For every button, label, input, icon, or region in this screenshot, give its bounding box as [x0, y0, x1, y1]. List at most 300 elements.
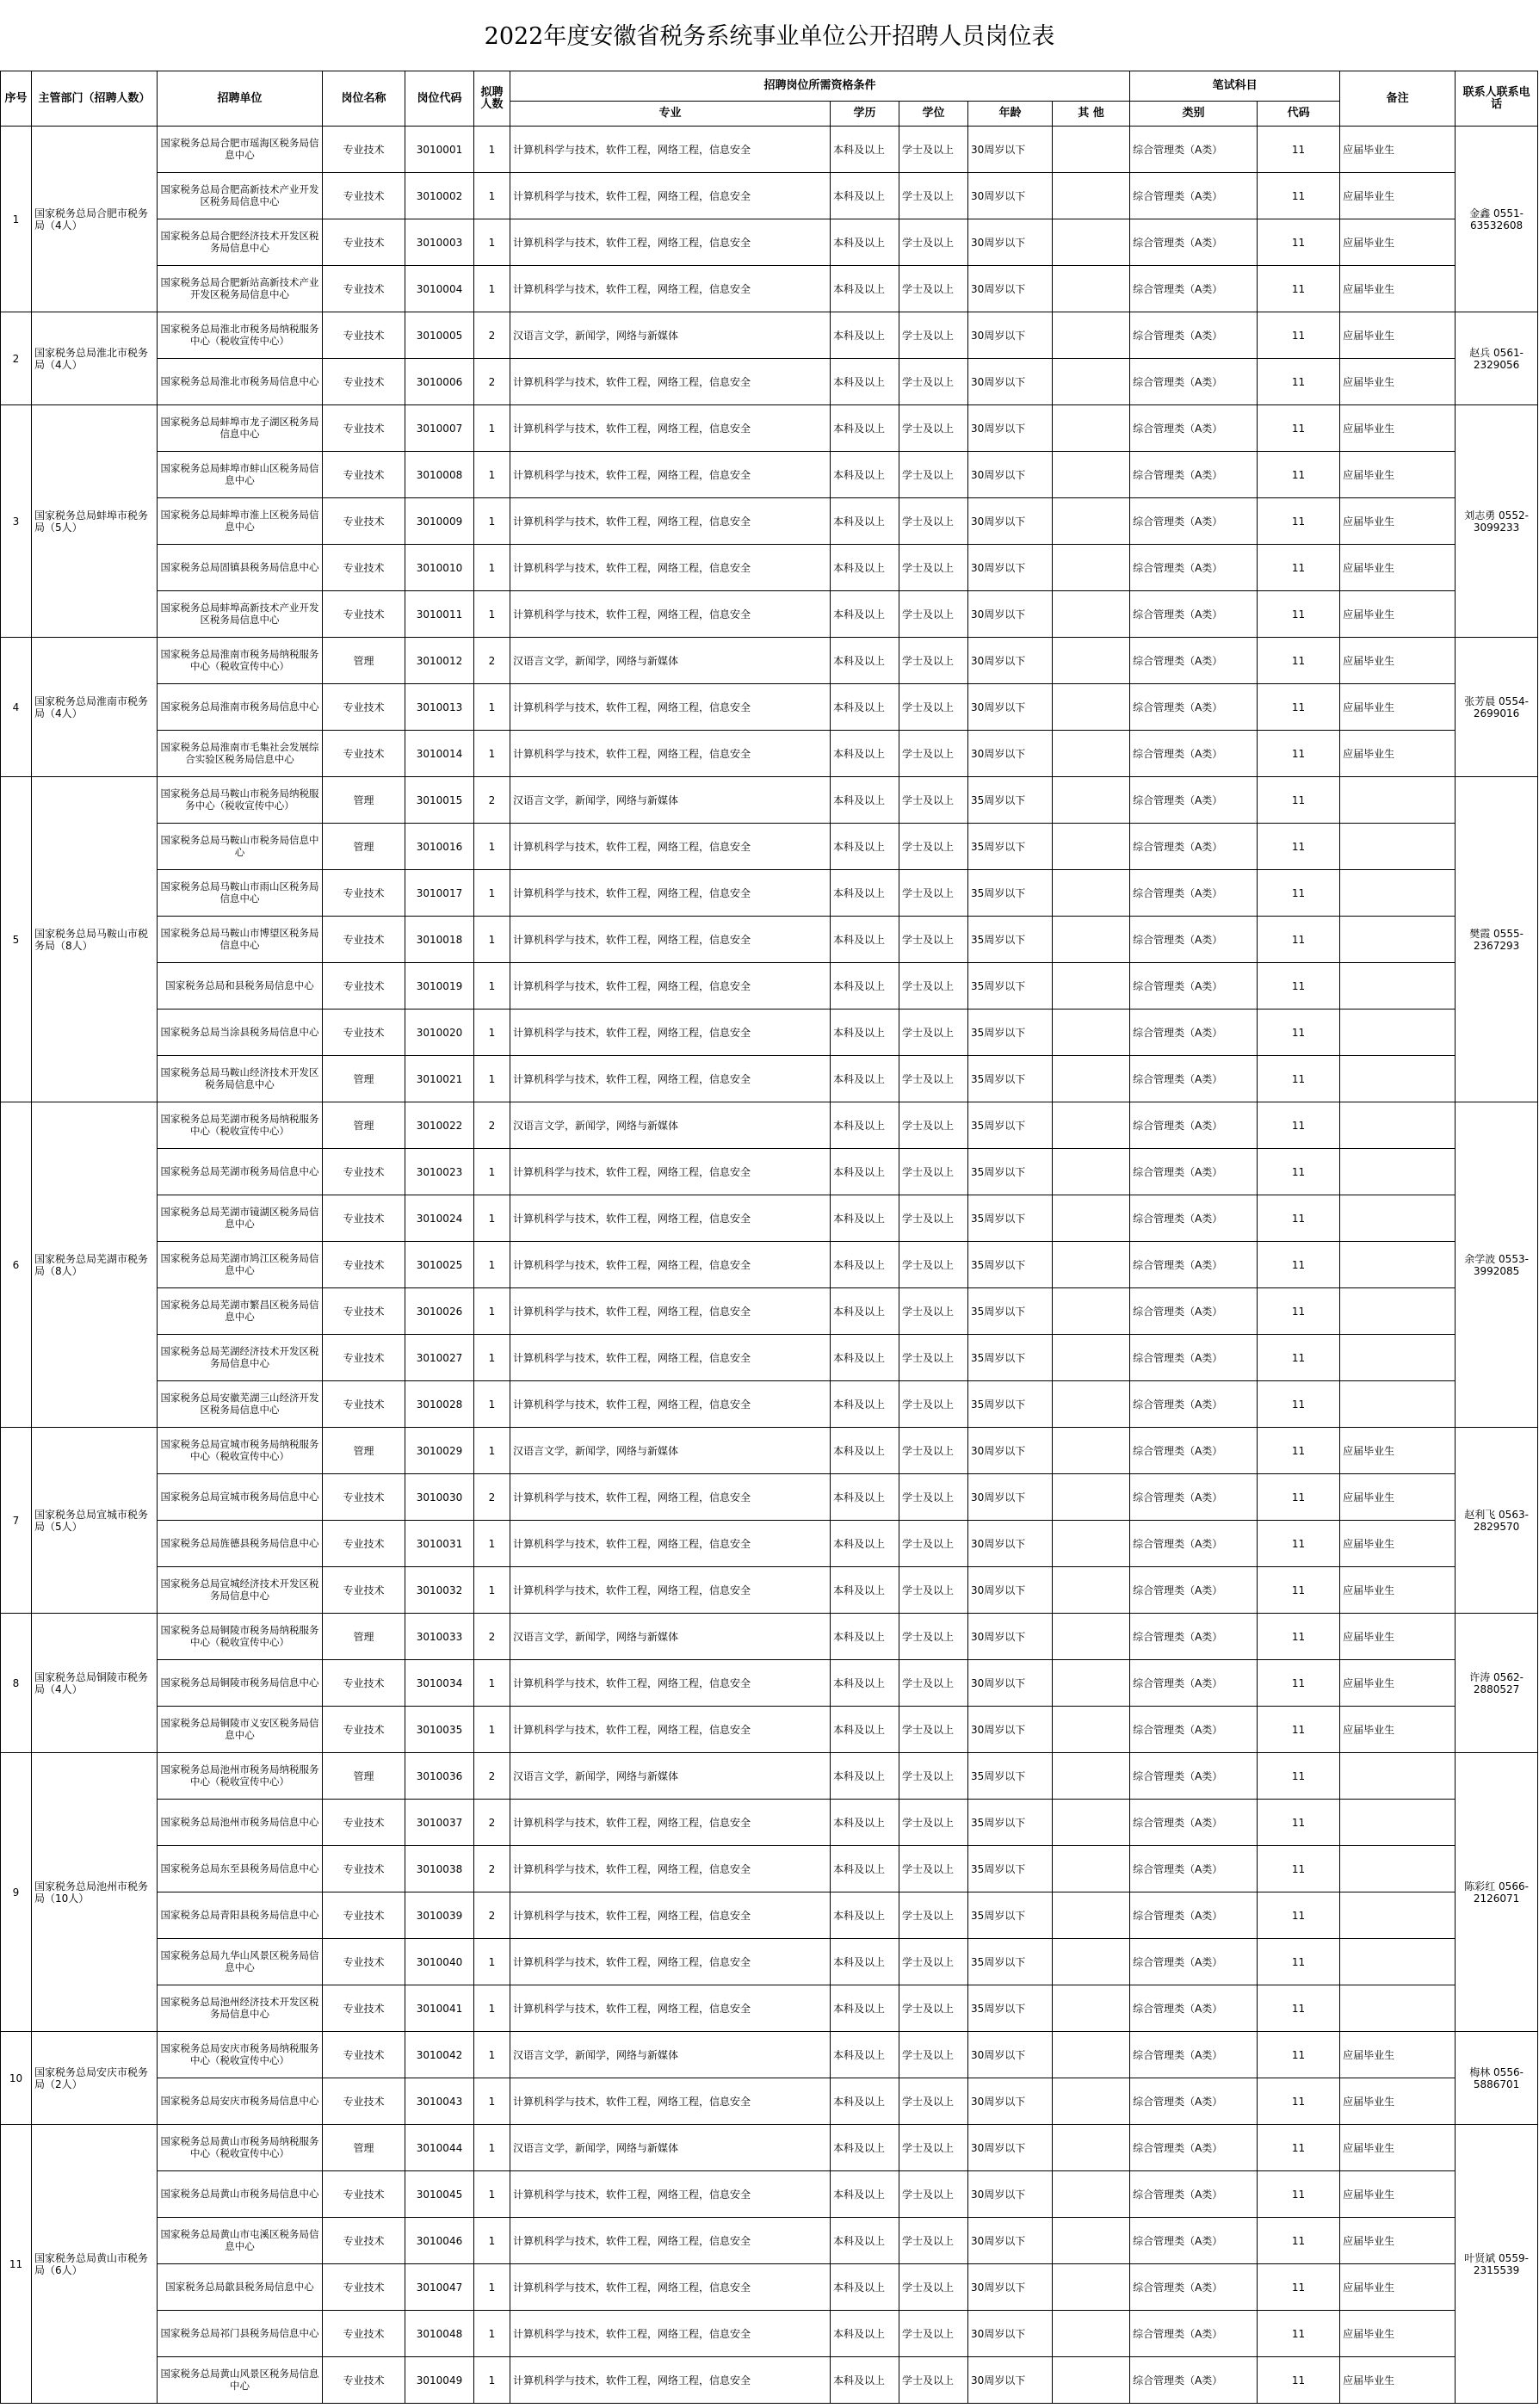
exam-type-cell: 综合管理类（A类）	[1130, 359, 1258, 405]
exam-type-cell: 综合管理类（A类）	[1130, 219, 1258, 266]
contact-cell: 金鑫 0551-63532608	[1456, 127, 1538, 312]
other-cell	[1053, 173, 1130, 219]
post-name-cell: 专业技术	[323, 405, 405, 452]
major-cell: 计算机科学与技术，软件工程，网络工程，信息安全	[510, 1056, 831, 1102]
post-name-cell: 专业技术	[323, 1474, 405, 1521]
post-code-cell: 3010012	[405, 638, 474, 684]
exam-type-cell: 综合管理类（A类）	[1130, 173, 1258, 219]
degree-cell: 学士及以上	[899, 452, 968, 498]
major-cell: 计算机科学与技术，软件工程，网络工程，信息安全	[510, 1195, 831, 1242]
exam-code-cell: 11	[1258, 498, 1340, 545]
exam-type-cell: 综合管理类（A类）	[1130, 963, 1258, 1010]
table-row	[1, 2171, 1538, 2218]
count-cell: 1	[474, 917, 510, 963]
exam-code-cell: 11	[1258, 777, 1340, 824]
other-cell	[1053, 917, 1130, 963]
exam-code-cell: 11	[1258, 1056, 1340, 1102]
count-cell: 1	[474, 1707, 510, 1753]
table-row	[1, 2032, 1538, 2078]
post-code-cell: 3010001	[405, 127, 474, 173]
remark-cell: 应届毕业生	[1340, 405, 1456, 452]
header-age: 年龄	[968, 102, 1053, 127]
exam-code-cell: 11	[1258, 2078, 1340, 2125]
age-cell: 35周岁以下	[968, 1149, 1053, 1195]
degree-cell: 学士及以上	[899, 591, 968, 638]
seq-cell: 4	[1, 638, 32, 777]
contact-cell: 余学波 0553-3992085	[1456, 1102, 1538, 1428]
education-cell: 本科及以上	[831, 1010, 899, 1056]
age-cell: 35周岁以下	[968, 1939, 1053, 1985]
exam-type-cell: 综合管理类（A类）	[1130, 1985, 1258, 2032]
remark-cell	[1340, 1939, 1456, 1985]
exam-code-cell: 11	[1258, 1474, 1340, 1521]
major-cell: 计算机科学与技术，软件工程，网络工程，信息安全	[510, 266, 831, 312]
age-cell: 30周岁以下	[968, 638, 1053, 684]
post-code-cell: 3010035	[405, 1707, 474, 1753]
major-cell: 计算机科学与技术，软件工程，网络工程，信息安全	[510, 2357, 831, 2404]
major-cell: 计算机科学与技术，软件工程，网络工程，信息安全	[510, 1800, 831, 1846]
age-cell: 35周岁以下	[968, 1985, 1053, 2032]
count-cell: 1	[474, 1242, 510, 1288]
exam-code-cell: 11	[1258, 127, 1340, 173]
unit-cell: 国家税务总局和县税务局信息中心	[158, 963, 323, 1010]
exam-type-cell: 综合管理类（A类）	[1130, 2218, 1258, 2264]
unit-cell: 国家税务总局合肥市瑶海区税务局信息中心	[158, 127, 323, 173]
education-cell: 本科及以上	[831, 1288, 899, 1335]
education-cell: 本科及以上	[831, 1567, 899, 1614]
post-name-cell: 专业技术	[323, 1985, 405, 2032]
post-code-cell: 3010048	[405, 2311, 474, 2357]
other-cell	[1053, 824, 1130, 870]
post-code-cell: 3010032	[405, 1567, 474, 1614]
other-cell	[1053, 2125, 1130, 2171]
other-cell	[1053, 1939, 1130, 1985]
contact-cell: 樊霞 0555-2367293	[1456, 777, 1538, 1102]
post-name-cell: 专业技术	[323, 2311, 405, 2357]
remark-cell	[1340, 1846, 1456, 1892]
dept-cell: 国家税务总局黄山市税务局（6人）	[32, 2125, 158, 2404]
table-row	[1, 2311, 1538, 2357]
post-code-cell: 3010031	[405, 1521, 474, 1567]
age-cell: 30周岁以下	[968, 127, 1053, 173]
exam-type-cell: 综合管理类（A类）	[1130, 498, 1258, 545]
post-code-cell: 3010021	[405, 1056, 474, 1102]
degree-cell: 学士及以上	[899, 545, 968, 591]
table-row	[1, 2264, 1538, 2311]
other-cell	[1053, 1614, 1130, 1660]
age-cell: 30周岁以下	[968, 591, 1053, 638]
post-name-cell: 管理	[323, 1056, 405, 1102]
education-cell: 本科及以上	[831, 127, 899, 173]
other-cell	[1053, 638, 1130, 684]
unit-cell: 国家税务总局当涂县税务局信息中心	[158, 1010, 323, 1056]
exam-type-cell: 综合管理类（A类）	[1130, 917, 1258, 963]
table-row	[1, 1614, 1538, 1660]
major-cell: 汉语言文学，新闻学，网络与新媒体	[510, 638, 831, 684]
degree-cell: 学士及以上	[899, 1939, 968, 1985]
exam-code-cell: 11	[1258, 1428, 1340, 1474]
education-cell: 本科及以上	[831, 2032, 899, 2078]
major-cell: 计算机科学与技术，软件工程，网络工程，信息安全	[510, 1335, 831, 1381]
education-cell: 本科及以上	[831, 1660, 899, 1707]
count-cell: 2	[474, 1800, 510, 1846]
remark-cell: 应届毕业生	[1340, 731, 1456, 777]
exam-code-cell: 11	[1258, 1102, 1340, 1149]
exam-type-cell: 综合管理类（A类）	[1130, 312, 1258, 359]
unit-cell: 国家税务总局固镇县税务局信息中心	[158, 545, 323, 591]
table-row	[1, 1335, 1538, 1381]
table-row	[1, 1288, 1538, 1335]
unit-cell: 国家税务总局淮北市税务局纳税服务中心（税收宣传中心）	[158, 312, 323, 359]
age-cell: 30周岁以下	[968, 2311, 1053, 2357]
major-cell: 计算机科学与技术，软件工程，网络工程，信息安全	[510, 219, 831, 266]
degree-cell: 学士及以上	[899, 1800, 968, 1846]
age-cell: 30周岁以下	[968, 684, 1053, 731]
unit-cell: 国家税务总局池州市税务局纳税服务中心（税收宣传中心）	[158, 1753, 323, 1800]
unit-cell: 国家税务总局安庆市税务局纳税服务中心（税收宣传中心）	[158, 2032, 323, 2078]
major-cell: 计算机科学与技术，软件工程，网络工程，信息安全	[510, 1474, 831, 1521]
count-cell: 2	[474, 312, 510, 359]
degree-cell: 学士及以上	[899, 1660, 968, 1707]
exam-type-cell: 综合管理类（A类）	[1130, 684, 1258, 731]
post-code-cell: 3010002	[405, 173, 474, 219]
post-code-cell: 3010003	[405, 219, 474, 266]
remark-cell: 应届毕业生	[1340, 498, 1456, 545]
exam-code-cell: 11	[1258, 963, 1340, 1010]
exam-type-cell: 综合管理类（A类）	[1130, 777, 1258, 824]
remark-cell: 应届毕业生	[1340, 127, 1456, 173]
education-cell: 本科及以上	[831, 266, 899, 312]
age-cell: 30周岁以下	[968, 405, 1053, 452]
other-cell	[1053, 1102, 1130, 1149]
remark-cell	[1340, 1288, 1456, 1335]
exam-type-cell: 综合管理类（A类）	[1130, 1846, 1258, 1892]
post-name-cell: 管理	[323, 1102, 405, 1149]
unit-cell: 国家税务总局宣城经济技术开发区税务局信息中心	[158, 1567, 323, 1614]
exam-code-cell: 11	[1258, 1010, 1340, 1056]
other-cell	[1053, 1474, 1130, 1521]
major-cell: 汉语言文学，新闻学，网络与新媒体	[510, 2125, 831, 2171]
other-cell	[1053, 1149, 1130, 1195]
other-cell	[1053, 1242, 1130, 1288]
remark-cell	[1340, 1753, 1456, 1800]
header-degree: 学位	[899, 102, 968, 127]
major-cell: 计算机科学与技术，软件工程，网络工程，信息安全	[510, 1521, 831, 1567]
age-cell: 30周岁以下	[968, 1567, 1053, 1614]
post-name-cell: 专业技术	[323, 2032, 405, 2078]
other-cell	[1053, 1010, 1130, 1056]
major-cell: 计算机科学与技术，软件工程，网络工程，信息安全	[510, 963, 831, 1010]
exam-code-cell: 11	[1258, 2264, 1340, 2311]
remark-cell	[1340, 917, 1456, 963]
unit-cell: 国家税务总局安庆市税务局信息中心	[158, 2078, 323, 2125]
remark-cell	[1340, 1242, 1456, 1288]
exam-code-cell: 11	[1258, 1521, 1340, 1567]
post-code-cell: 3010029	[405, 1428, 474, 1474]
seq-cell: 5	[1, 777, 32, 1102]
unit-cell: 国家税务总局淮南市税务局纳税服务中心（税收宣传中心）	[158, 638, 323, 684]
age-cell: 35周岁以下	[968, 1335, 1053, 1381]
unit-cell: 国家税务总局芜湖市税务局纳税服务中心（税收宣传中心）	[158, 1102, 323, 1149]
post-name-cell: 专业技术	[323, 1660, 405, 1707]
exam-code-cell: 11	[1258, 870, 1340, 917]
education-cell: 本科及以上	[831, 1846, 899, 1892]
exam-code-cell: 11	[1258, 312, 1340, 359]
remark-cell	[1340, 1102, 1456, 1149]
major-cell: 计算机科学与技术，软件工程，网络工程，信息安全	[510, 1985, 831, 2032]
age-cell: 30周岁以下	[968, 266, 1053, 312]
table-row	[1, 1381, 1538, 1428]
other-cell	[1053, 1381, 1130, 1428]
post-name-cell: 专业技术	[323, 1335, 405, 1381]
post-code-cell: 3010033	[405, 1614, 474, 1660]
unit-cell: 国家税务总局池州市税务局信息中心	[158, 1800, 323, 1846]
exam-type-cell: 综合管理类（A类）	[1130, 870, 1258, 917]
post-code-cell: 3010018	[405, 917, 474, 963]
age-cell: 30周岁以下	[968, 731, 1053, 777]
education-cell: 本科及以上	[831, 2218, 899, 2264]
exam-type-cell: 综合管理类（A类）	[1130, 1102, 1258, 1149]
age-cell: 30周岁以下	[968, 1660, 1053, 1707]
age-cell: 30周岁以下	[968, 1521, 1053, 1567]
table-row	[1, 266, 1538, 312]
education-cell: 本科及以上	[831, 1753, 899, 1800]
contact-cell: 刘志勇 0552-3099233	[1456, 405, 1538, 638]
exam-type-cell: 综合管理类（A类）	[1130, 2357, 1258, 2404]
major-cell: 计算机科学与技术，软件工程，网络工程，信息安全	[510, 1010, 831, 1056]
major-cell: 汉语言文学，新闻学，网络与新媒体	[510, 1428, 831, 1474]
degree-cell: 学士及以上	[899, 127, 968, 173]
exam-type-cell: 综合管理类（A类）	[1130, 1335, 1258, 1381]
unit-cell: 国家税务总局芜湖市鸠江区税务局信息中心	[158, 1242, 323, 1288]
education-cell: 本科及以上	[831, 1707, 899, 1753]
table-row	[1, 638, 1538, 684]
table-row	[1, 405, 1538, 452]
other-cell	[1053, 2311, 1130, 2357]
table-row	[1, 359, 1538, 405]
header-post-name: 岗位名称	[323, 71, 405, 127]
seq-cell: 9	[1, 1753, 32, 2032]
age-cell: 35周岁以下	[968, 1056, 1053, 1102]
post-name-cell: 专业技术	[323, 917, 405, 963]
exam-type-cell: 综合管理类（A类）	[1130, 591, 1258, 638]
age-cell: 35周岁以下	[968, 917, 1053, 963]
exam-code-cell: 11	[1258, 591, 1340, 638]
exam-code-cell: 11	[1258, 1846, 1340, 1892]
post-code-cell: 3010019	[405, 963, 474, 1010]
unit-cell: 国家税务总局淮南市税务局信息中心	[158, 684, 323, 731]
exam-type-cell: 综合管理类（A类）	[1130, 1381, 1258, 1428]
exam-type-cell: 综合管理类（A类）	[1130, 731, 1258, 777]
other-cell	[1053, 1707, 1130, 1753]
degree-cell: 学士及以上	[899, 2264, 968, 2311]
post-code-cell: 3010005	[405, 312, 474, 359]
count-cell: 1	[474, 452, 510, 498]
unit-cell: 国家税务总局蚌埠市蚌山区税务局信息中心	[158, 452, 323, 498]
post-name-cell: 专业技术	[323, 1707, 405, 1753]
post-code-cell: 3010023	[405, 1149, 474, 1195]
degree-cell: 学士及以上	[899, 2357, 968, 2404]
table-row	[1, 731, 1538, 777]
age-cell: 35周岁以下	[968, 824, 1053, 870]
post-name-cell: 专业技术	[323, 1567, 405, 1614]
table-row	[1, 1800, 1538, 1846]
post-name-cell: 专业技术	[323, 870, 405, 917]
remark-cell: 应届毕业生	[1340, 359, 1456, 405]
education-cell: 本科及以上	[831, 731, 899, 777]
age-cell: 35周岁以下	[968, 963, 1053, 1010]
count-cell: 1	[474, 1195, 510, 1242]
age-cell: 30周岁以下	[968, 173, 1053, 219]
exam-type-cell: 综合管理类（A类）	[1130, 1149, 1258, 1195]
other-cell	[1053, 2078, 1130, 2125]
post-name-cell: 专业技术	[323, 219, 405, 266]
remark-cell	[1340, 870, 1456, 917]
exam-code-cell: 11	[1258, 266, 1340, 312]
exam-type-cell: 综合管理类（A类）	[1130, 1474, 1258, 1521]
remark-cell: 应届毕业生	[1340, 2311, 1456, 2357]
exam-code-cell: 11	[1258, 1614, 1340, 1660]
header-dept: 主管部门（招聘人数）	[32, 71, 158, 127]
post-code-cell: 3010028	[405, 1381, 474, 1428]
exam-type-cell: 综合管理类（A类）	[1130, 2032, 1258, 2078]
exam-code-cell: 11	[1258, 1985, 1340, 2032]
degree-cell: 学士及以上	[899, 824, 968, 870]
exam-code-cell: 11	[1258, 1660, 1340, 1707]
table-row	[1, 173, 1538, 219]
unit-cell: 国家税务总局东至县税务局信息中心	[158, 1846, 323, 1892]
major-cell: 计算机科学与技术，软件工程，网络工程，信息安全	[510, 1660, 831, 1707]
age-cell: 30周岁以下	[968, 219, 1053, 266]
degree-cell: 学士及以上	[899, 917, 968, 963]
other-cell	[1053, 731, 1130, 777]
contact-cell: 陈彩红 0566-2126071	[1456, 1753, 1538, 2032]
unit-cell: 国家税务总局铜陵市税务局信息中心	[158, 1660, 323, 1707]
post-name-cell: 专业技术	[323, 127, 405, 173]
degree-cell: 学士及以上	[899, 684, 968, 731]
education-cell: 本科及以上	[831, 2078, 899, 2125]
count-cell: 1	[474, 1660, 510, 1707]
post-name-cell: 专业技术	[323, 2357, 405, 2404]
page-title: 2022年度安徽省税务系统事业单位公开招聘人员岗位表	[484, 23, 1055, 50]
table-row	[1, 2357, 1538, 2404]
age-cell: 35周岁以下	[968, 1800, 1053, 1846]
post-name-cell: 专业技术	[323, 1846, 405, 1892]
education-cell: 本科及以上	[831, 1428, 899, 1474]
exam-type-cell: 综合管理类（A类）	[1130, 2311, 1258, 2357]
seq-cell: 2	[1, 312, 32, 405]
education-cell: 本科及以上	[831, 963, 899, 1010]
major-cell: 计算机科学与技术，软件工程，网络工程，信息安全	[510, 1707, 831, 1753]
count-cell: 2	[474, 638, 510, 684]
education-cell: 本科及以上	[831, 824, 899, 870]
post-code-cell: 3010044	[405, 2125, 474, 2171]
table-row	[1, 917, 1538, 963]
count-cell: 1	[474, 1939, 510, 1985]
degree-cell: 学士及以上	[899, 2218, 968, 2264]
unit-cell: 国家税务总局九华山风景区税务局信息中心	[158, 1939, 323, 1985]
count-cell: 2	[474, 1892, 510, 1939]
major-cell: 计算机科学与技术，软件工程，网络工程，信息安全	[510, 1892, 831, 1939]
age-cell: 30周岁以下	[968, 2078, 1053, 2125]
remark-cell: 应届毕业生	[1340, 2125, 1456, 2171]
remark-cell: 应届毕业生	[1340, 1707, 1456, 1753]
dept-cell: 国家税务总局淮南市税务局（4人）	[32, 638, 158, 777]
dept-cell: 国家税务总局池州市税务局（10人）	[32, 1753, 158, 2032]
degree-cell: 学士及以上	[899, 1567, 968, 1614]
remark-cell: 应届毕业生	[1340, 2218, 1456, 2264]
header-exam-type: 类别	[1130, 102, 1258, 127]
post-name-cell: 专业技术	[323, 2218, 405, 2264]
count-cell: 1	[474, 2218, 510, 2264]
exam-code-cell: 11	[1258, 2171, 1340, 2218]
post-code-cell: 3010026	[405, 1288, 474, 1335]
post-name-cell: 专业技术	[323, 452, 405, 498]
degree-cell: 学士及以上	[899, 1056, 968, 1102]
remark-cell: 应届毕业生	[1340, 219, 1456, 266]
education-cell: 本科及以上	[831, 1521, 899, 1567]
education-cell: 本科及以上	[831, 405, 899, 452]
remark-cell	[1340, 1010, 1456, 1056]
post-name-cell: 专业技术	[323, 2264, 405, 2311]
degree-cell: 学士及以上	[899, 405, 968, 452]
major-cell: 计算机科学与技术，软件工程，网络工程，信息安全	[510, 2264, 831, 2311]
count-cell: 1	[474, 963, 510, 1010]
exam-code-cell: 11	[1258, 2357, 1340, 2404]
unit-cell: 国家税务总局马鞍山市税务局信息中心	[158, 824, 323, 870]
exam-type-cell: 综合管理类（A类）	[1130, 266, 1258, 312]
exam-type-cell: 综合管理类（A类）	[1130, 1242, 1258, 1288]
post-name-cell: 管理	[323, 638, 405, 684]
post-name-cell: 专业技术	[323, 1892, 405, 1939]
dept-cell: 国家税务总局芜湖市税务局（8人）	[32, 1102, 158, 1428]
table-row	[1, 2218, 1538, 2264]
major-cell: 计算机科学与技术，软件工程，网络工程，信息安全	[510, 545, 831, 591]
header-major: 专业	[510, 102, 831, 127]
remark-cell: 应届毕业生	[1340, 1567, 1456, 1614]
major-cell: 计算机科学与技术，软件工程，网络工程，信息安全	[510, 2311, 831, 2357]
contact-cell: 许涛 0562-2880527	[1456, 1614, 1538, 1753]
education-cell: 本科及以上	[831, 1614, 899, 1660]
post-code-cell: 3010017	[405, 870, 474, 917]
degree-cell: 学士及以上	[899, 1288, 968, 1335]
count-cell: 1	[474, 2078, 510, 2125]
dept-cell: 国家税务总局蚌埠市税务局（5人）	[32, 405, 158, 638]
post-code-cell: 3010015	[405, 777, 474, 824]
other-cell	[1053, 1288, 1130, 1335]
education-cell: 本科及以上	[831, 1892, 899, 1939]
header-count: 拟聘人数	[474, 71, 510, 127]
exam-code-cell: 11	[1258, 1800, 1340, 1846]
dept-cell: 国家税务总局铜陵市税务局（4人）	[32, 1614, 158, 1753]
major-cell: 计算机科学与技术，软件工程，网络工程，信息安全	[510, 1381, 831, 1428]
age-cell: 35周岁以下	[968, 1288, 1053, 1335]
unit-cell: 国家税务总局黄山市税务局信息中心	[158, 2171, 323, 2218]
exam-code-cell: 11	[1258, 359, 1340, 405]
post-name-cell: 专业技术	[323, 1195, 405, 1242]
exam-type-cell: 综合管理类（A类）	[1130, 405, 1258, 452]
remark-cell: 应届毕业生	[1340, 2264, 1456, 2311]
major-cell: 计算机科学与技术，软件工程，网络工程，信息安全	[510, 917, 831, 963]
contact-cell: 梅林 0556-5886701	[1456, 2032, 1538, 2125]
education-cell: 本科及以上	[831, 1149, 899, 1195]
exam-type-cell: 综合管理类（A类）	[1130, 824, 1258, 870]
exam-type-cell: 综合管理类（A类）	[1130, 1288, 1258, 1335]
count-cell: 2	[474, 1753, 510, 1800]
post-name-cell: 专业技术	[323, 312, 405, 359]
major-cell: 计算机科学与技术，软件工程，网络工程，信息安全	[510, 870, 831, 917]
dept-cell: 国家税务总局宣城市税务局（5人）	[32, 1428, 158, 1614]
